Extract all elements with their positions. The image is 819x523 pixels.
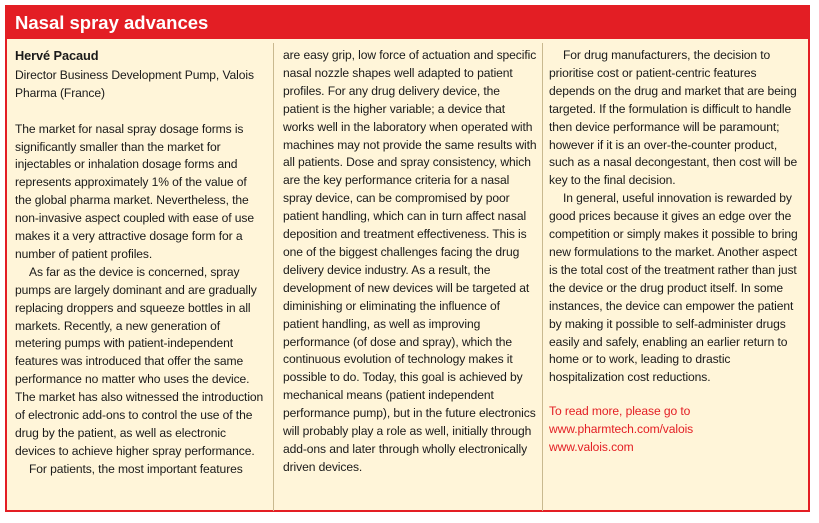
read-more [549,403,799,457]
column-1 [15,47,265,479]
link-pharmtech[interactable]: www.pharmtech.com/valois [549,422,694,437]
article-box [5,5,810,512]
link-valois[interactable]: www.valois.com [549,440,634,455]
paragraph: For drug manufacturers, the decision to prioritise cost or patient-centric features depends on the drug and market that are being targeted. If the formulation is difficult to handle then device performance will be paramount; however if it is an over-the-counter product, such as a nasal decongestant, then cost will be key to the final decision. [549,48,798,188]
column-3 [549,47,799,457]
column-2 [283,47,537,477]
paragraph: As far as the device is concerned, spray pumps are largely dominant and are gradually replacing droppers and squeeze bottles in all markets. Recently, a new generation of metering pumps with patient-independent features was introduced that offer the same performance no matter who uses the device. The market has also witnessed the introduction of electronic add-ons to control the use of the drug by the patient, as well as electronic devices to achieve higher spray performance. [15,264,264,458]
author-name: Hervé Pacaud [15,48,99,63]
author-role: Director Business Development Pump, Valois Pharma (France) [15,67,254,100]
article-title: Nasal spray advances [7,7,808,39]
paragraph: are easy grip, low force of actuation and specific nasal nozzle shapes well adapted to patient profiles. For any drug delivery device, the patient is the higher variable; a device that works well in the laboratory when operated with machines may not provide the same results with all patients. Dose and spray consistency, which are the key performance criteria for a nasal spray device, can be compromised by poor patient handling, which can in turn affect nasal deposition and treatment effectiveness. This is one of the biggest challenges facing the drug delivery device industry. As a result, the development of new devices will be targeted at diminishing or eliminating the influence of patient handling, as well as improving performance (of dose and spray), which the continuous evolution of technology makes it possible to do. Today, this goal is achieved by mechanical means (patient independent performance pump), but in the future electronics will probably play a role as well, initially through add-ons and later through wholly electronically driven devices. [283,48,537,474]
paragraph: The market for nasal spray dosage forms is significantly smaller than the market for injectables or inhalation dosage forms and represents approximately 1% of the value of the global pharma market. Nevertheless, the non-invasive aspect coupled with ease of use makes it a very attractive dosage form for a number of patient profiles. [15,121,254,261]
read-more-intro: To read more, please go to [549,404,691,419]
paragraph: For patients, the most important features [29,461,243,476]
paragraph: In general, useful innovation is rewarded by good prices because it gives an edge over the competition or simply makes it possible to bring new formulations to the market. Another aspect is the total cost of the treatment rather than just the device or the drug product itself. In some instances, the device can empower the patient by making it possible to self-administer drugs easily and safely, enabling an earlier return to home or to work, leading to drastic hospitalization cost reductions. [549,191,798,385]
